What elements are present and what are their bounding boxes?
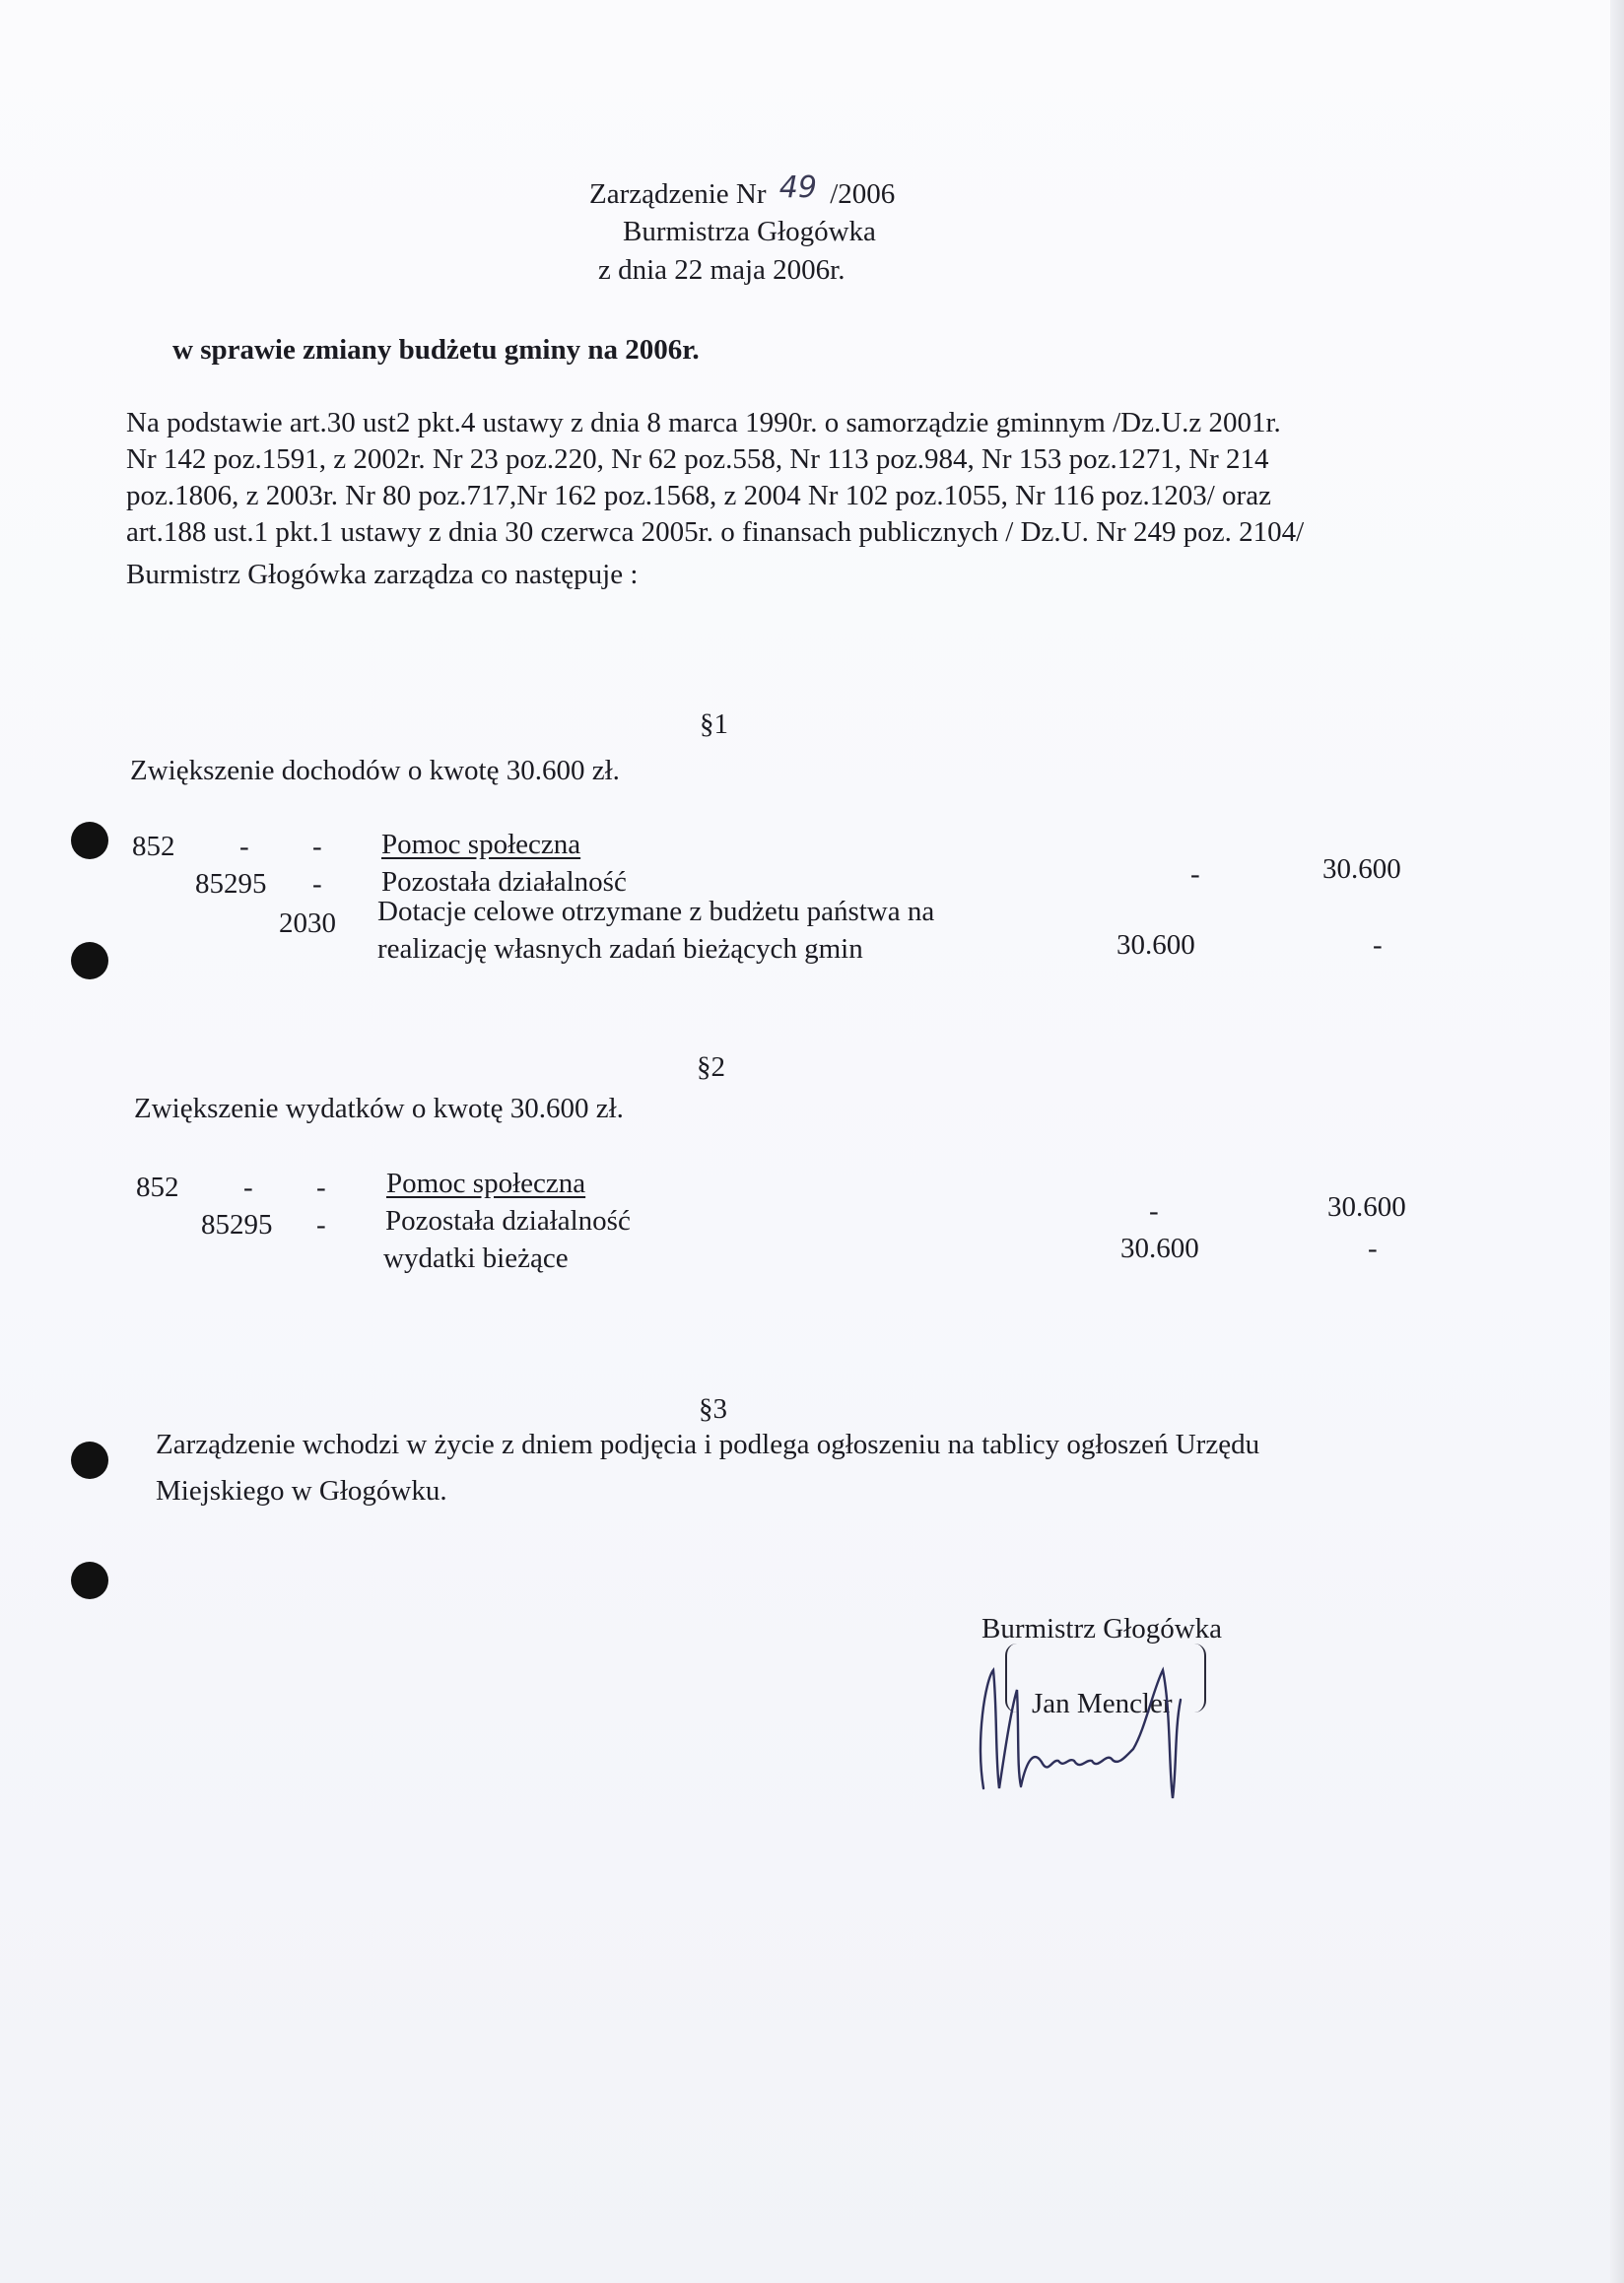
desc: Pozostała działalność xyxy=(385,1205,631,1237)
desc: Pozostała działalność xyxy=(381,866,627,898)
punch-hole xyxy=(71,822,108,859)
punch-hole xyxy=(71,1442,108,1479)
title-prefix: Zarządzenie Nr xyxy=(589,178,767,210)
title-suffix: /2006 xyxy=(830,178,896,210)
basis-line: Nr 142 poz.1591, z 2002r. Nr 23 poz.220, Nr 62 poz.558, Nr 113 poz.984, Nr 153 poz.1271, Nr 214 xyxy=(126,443,1269,475)
authority: Burmistrza Głogówka xyxy=(623,216,876,247)
section2-symbol: §2 xyxy=(697,1051,725,1083)
section3-symbol: §3 xyxy=(699,1393,727,1425)
punch-hole xyxy=(71,942,108,979)
page-edge xyxy=(1610,0,1624,2283)
basis-line: Na podstawie art.30 ust2 pkt.4 ustawy z dnia 8 marca 1990r. o samorządzie gminnym /Dz.U.z 2001r. xyxy=(126,407,1281,438)
desc-heading: Pomoc społeczna xyxy=(381,829,581,860)
dash: - xyxy=(316,1209,326,1241)
desc: realizację własnych zadań bieżących gmin xyxy=(377,933,863,965)
dash: - xyxy=(243,1172,253,1203)
subject: w sprawie zmiany budżetu gminy na 2006r. xyxy=(172,334,700,366)
basis-line: Burmistrz Głogówka zarządza co następuje : xyxy=(126,559,639,590)
amount-a: 30.600 xyxy=(1116,929,1195,961)
amount-b: 30.600 xyxy=(1322,853,1401,885)
signature-name: Jan Mencler xyxy=(1032,1688,1173,1719)
dash: - xyxy=(239,831,249,862)
section3-line: Zarządzenie wchodzi w życie z dniem podjęcia i podlega ogłoszeniu na tablicy ogłoszeń Urzędu xyxy=(156,1429,1260,1460)
desc-heading: Pomoc społeczna xyxy=(386,1168,586,1199)
code-paragraph: 2030 xyxy=(279,907,336,939)
signature-title: Burmistrz Głogówka xyxy=(981,1613,1223,1645)
document-date: z dnia 22 maja 2006r. xyxy=(598,254,846,286)
punch-hole xyxy=(71,1562,108,1599)
basis-line: poz.1806, z 2003r. Nr 80 poz.717,Nr 162 poz.1568, z 2004 Nr 102 poz.1055, Nr 116 poz.1203/ oraz xyxy=(126,480,1271,511)
dash: - xyxy=(316,1172,326,1203)
title-line xyxy=(589,170,896,211)
amount-a: - xyxy=(1149,1195,1159,1227)
section3-line: Miejskiego w Głogówku. xyxy=(156,1475,447,1507)
dash: - xyxy=(312,831,322,862)
dash: - xyxy=(312,868,322,900)
section1-intro: Zwiększenie dochodów o kwotę 30.600 zł. xyxy=(130,755,620,786)
amount-b: - xyxy=(1368,1233,1378,1264)
amount-b: - xyxy=(1373,929,1383,961)
handwritten-signature xyxy=(966,1650,1222,1808)
amount-b: 30.600 xyxy=(1327,1191,1406,1223)
desc: Dotacje celowe otrzymane z budżetu państwa na xyxy=(377,896,935,927)
code-chapter: 85295 xyxy=(195,868,267,900)
section2-intro: Zwiększenie wydatków o kwotę 30.600 zł. xyxy=(134,1093,624,1124)
code-chapter: 85295 xyxy=(201,1209,273,1241)
basis-line: art.188 ust.1 pkt.1 ustawy z dnia 30 czerwca 2005r. o finansach publicznych / Dz.U. Nr 249 poz. 2104/ xyxy=(126,516,1305,548)
amount-a: 30.600 xyxy=(1120,1233,1199,1264)
code-division: 852 xyxy=(132,831,175,862)
code-division: 852 xyxy=(136,1172,179,1203)
amount-a: - xyxy=(1190,858,1200,890)
title-number-handwritten: 49 xyxy=(778,170,817,205)
section1-symbol: §1 xyxy=(700,708,728,740)
desc: wydatki bieżące xyxy=(383,1242,569,1274)
